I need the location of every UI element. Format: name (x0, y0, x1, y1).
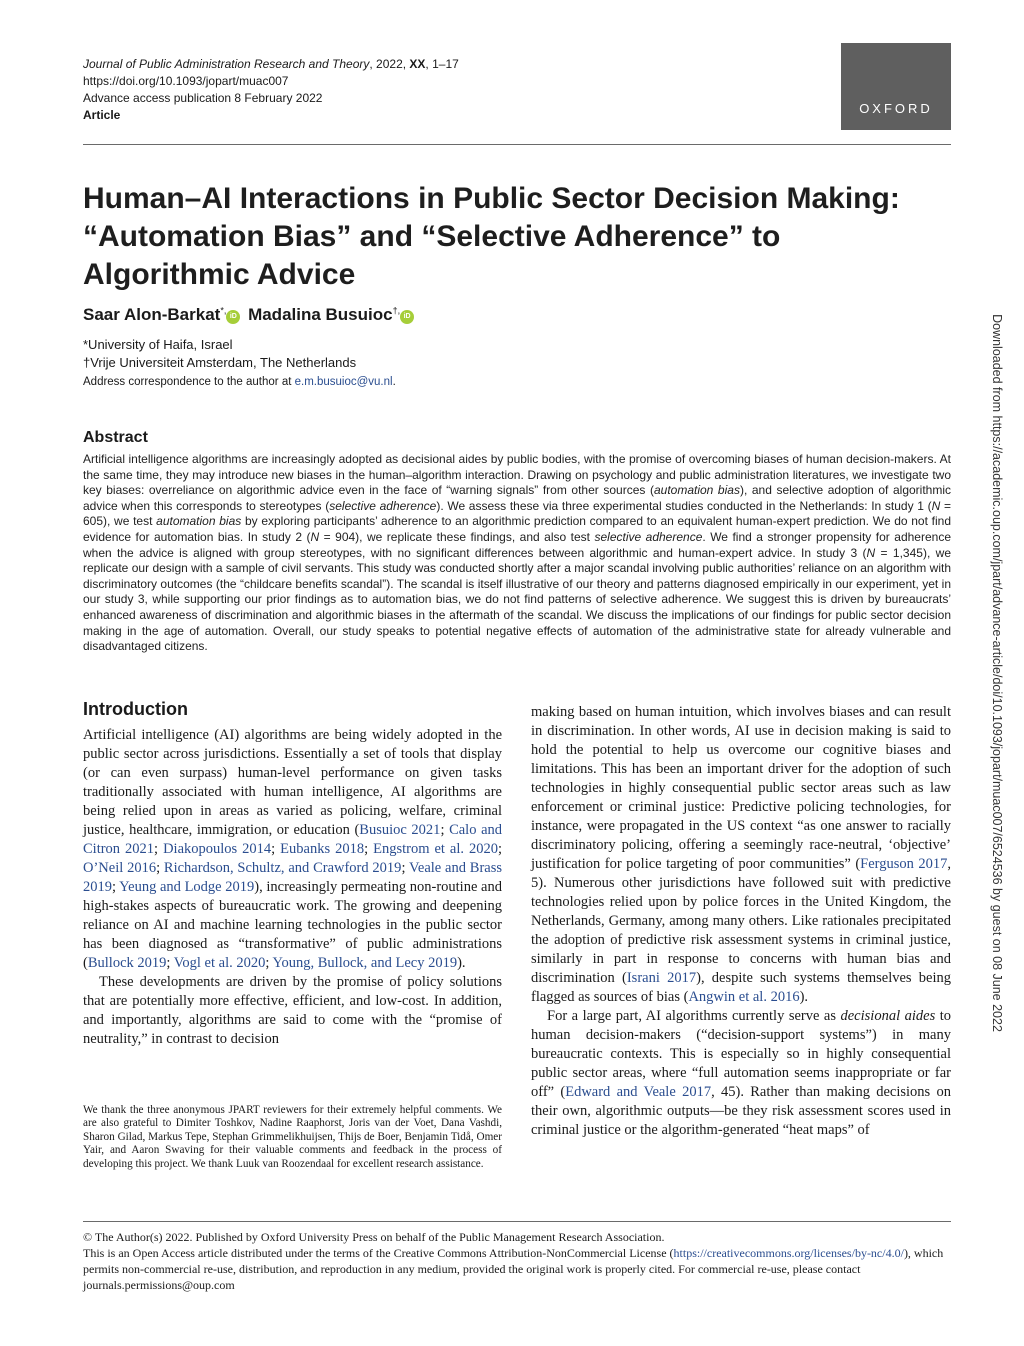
abstract-text-segment: by exploring participants’ adherence to an algorithmic prediction compared to an equivalent human-expert prediction. We do not find evidence for automation bias. In study 2 ( (83, 514, 951, 544)
right-column (531, 703, 951, 1140)
body-text: ; (112, 879, 120, 895)
body-text: , 45). Rather than making decisions on their own, algorithmic outputs—be they risk assessment scores used in criminal justice or the algorithm-generated “heat maps” of (531, 1084, 952, 1138)
body-text: ), despite such systems themselves being flagged as sources of bias ( (531, 970, 952, 1005)
correspondence-prefix: Address correspondence to the author at (83, 376, 295, 388)
body-text: ; (156, 860, 164, 876)
citation-link[interactable]: Israni 2017 (626, 970, 697, 986)
header-divider (83, 144, 951, 145)
license-text: This is an Open Access article distributed under the terms of the Creative Commons Attribution-NonCommercial License ( (83, 1246, 674, 1260)
correspondence-line (83, 376, 396, 388)
abstract-term: N (310, 529, 320, 544)
citation-link[interactable]: Vogl et al. 2020 (173, 955, 266, 971)
journal-year: , 2022, (369, 57, 410, 71)
citation-link[interactable]: Calo and Citron 2021 (83, 822, 503, 857)
intro-paragraph (531, 703, 951, 1007)
body-text: ; (364, 841, 374, 857)
abstract-term: automation bias (156, 514, 242, 529)
body-text: making based on human intuition, which involves biases and can result in discrimination. In other words, AI use in decision making is said to hold the potential to help us overcome our cognitive biases and limitations. This has been an important driver for the adoption of such technologies in highly consequential public sector areas such as law enforcement or criminal justice: Predictive policing technologies, for instance, were propagated in the US context “as one answer to racially discriminatory policing, offering a seemingly race-neutral, ‘objective’ justification for police targeting of poor communities” ( (531, 704, 951, 872)
license-text: ), which permits non-commercial re-use, distribution, and reproduction in any medium, provided the original work is properly cited. For commercial re-use, please contact journals.permissions@oup.com (83, 1246, 944, 1292)
body-text: , 5). Numerous other jurisdictions have followed suit with predictive technologies relied upon by police forces in the United Kingdom, the Netherlands, Germany, among many others. Like rationales precipitated the adoption of predictive risk assessment systems in criminal justice, similarly in part in response to concerns with human bias and discrimination ( (531, 856, 952, 986)
license-link[interactable]: https://creativecommons.org/licenses/by-nc/4.0/ (673, 1246, 904, 1260)
oxford-logo[interactable] (841, 43, 951, 130)
citation-link[interactable]: Engstrom et al. 2020 (373, 841, 498, 857)
body-text: ; (166, 955, 174, 971)
body-text: ). (799, 989, 809, 1005)
body-text: For a large part, AI algorithms currently serve as (547, 1008, 841, 1024)
emphasis-text: decisional aides (840, 1008, 936, 1024)
oxford-logo-text: OXFORD (859, 101, 933, 116)
citation-link[interactable]: Richardson, Schultz, and Crawford 2019 (163, 860, 402, 876)
affiliations (83, 336, 356, 372)
journal-name: Journal of Public Administration Research and Theory (83, 57, 370, 71)
body-text: ; (154, 841, 164, 857)
advance-access-date: Advance access publication 8 February 2022 (83, 91, 323, 105)
body-text: ; (498, 841, 503, 857)
body-text: to human decision-makers (“decision-support systems”) in many bureaucratic contexts. This is especially so in highly consequential public sector areas, where “full automation seems inappropriate or far off” ( (531, 1008, 951, 1100)
author-name[interactable]: Madalina Busuioc (248, 305, 393, 324)
abstract-term: automation bias (653, 483, 740, 498)
citation-link[interactable]: Ferguson 2017 (860, 856, 948, 872)
copyright-line: © The Author(s) 2022. Published by Oxford University Press on behalf of the Public Management Research Association. (83, 1230, 665, 1244)
intro-paragraph (83, 726, 502, 973)
abstract-text-segment: ). We assess these via three experimental studies conducted in the Netherlands: In study 1 ( (436, 498, 932, 513)
citation-link[interactable]: Yeung and Lodge 2019 (119, 879, 255, 895)
citation-link[interactable]: O’Neil 2016 (83, 860, 157, 876)
abstract-term: selective adherence (329, 498, 437, 513)
abstract-text-segment: . We find a stronger propensity for adherence when the advice is aligned with group stereotypes, with no significant differences between algorithmic and human-expert advice. In study 3 ( (83, 529, 951, 560)
abstract-text-segment: ), and selective adoption of algorithmic advice when this corresponds to stereotypes ( (83, 483, 951, 513)
journal-volume: XX (409, 57, 426, 71)
citation-link[interactable]: Young, Bullock, and Lecy 2019 (272, 955, 458, 971)
body-text: ; (440, 822, 450, 838)
body-text: ; (401, 860, 410, 876)
introduction-heading: Introduction (83, 699, 188, 719)
body-text: ). (457, 955, 466, 971)
citation-link[interactable]: Busuioc 2021 (359, 822, 441, 838)
footer-divider (83, 1221, 951, 1222)
orcid-icon[interactable]: iD (400, 310, 414, 324)
body-text: ; (265, 955, 273, 971)
doi-link[interactable]: https://doi.org/10.1093/jopart/muac007 (83, 74, 289, 88)
body-text: Artificial intelligence (AI) algorithms are being widely adopted in the public sector across jurisdictions. Essentially a set of tools that display (or can even surpass) human-level performance on given tasks traditionally associated with human intelligence, AI algorithms are being relied upon in areas as varied as policing, welfare, criminal justice, healthcare, immigration, or education ( (83, 727, 502, 838)
left-column (83, 726, 502, 1049)
author-marker: †, (392, 305, 401, 316)
abstract-text-segment: = 1,345), we replicate our design with a sample of civil servants. This study was conducted shortly after a major scandal involving public authorities’ reliance on an algorithm with discriminatory outcomes (the “childcare benefits scandal”). The scandal is itself illustrative of our theory and patterns diagnosed empirically in our experiment, yet in our study 3, while supporting our prior findings as to automation bias, we do not find patterns of selective adherence. We suggest this is driven by bureaucrats’ enhanced awareness of discrimination and algorithmic biases in the aftermath of the scandal. We discuss the implications of our findings for public sector decision making in the age of automation. Overall, our study speaks to potential negative effects of automation of the administrative state for already vulnerable and disadvantaged citizens. (83, 545, 951, 654)
abstract-text-segment: Artificial intelligence algorithms are increasingly adopted as decisional aides by public bodies, with the promise of overcoming biases of human decision-makers. At the same time, they may introduce new biases in the human–algorithm interaction. Drawing on psychology and public administration literatures, we investigate two key biases: overreliance on algorithmic advice even in the face of “warning signals” from other sources ( (83, 452, 951, 498)
copyright-notice (83, 1229, 951, 1293)
author-list (83, 305, 417, 325)
abstract-term: selective adherence (594, 529, 703, 544)
intro-paragraph: These developments are driven by the promise of policy solutions that are potentially more effective, efficient, and low-cost. In addition, and importantly, algorithms are said to come with the “promise of neutrality,” in contrast to decision (83, 974, 502, 1047)
acknowledgement-footnote: We thank the three anonymous JPART reviewers for their extremely helpful comments. We are also grateful to Dimiter Toshkov, Nadine Raaphorst, Joris van der Voet, Dana Vashdi, Sharon Gilad, Markus Tepe, Stephan Grimmelikhuijsen, Thijs de Boer, Benjamin Tidå, Omer Yair, and Aaron Swaving for their valuable comments and feedback in the process of developing this project. We thank Luuk van Roozendaal for excellent research assistance. (83, 1104, 502, 1170)
citation-link[interactable]: Veale and Brass 2019 (83, 860, 502, 895)
journal-header (83, 56, 459, 124)
abstract-body (83, 452, 951, 655)
journal-citation (83, 56, 459, 73)
download-watermark: Downloaded from https://academic.oup.com/jpart/advance-article/doi/10.1093/jopart/muac007/6524536 by guest on 08 June 2022 (990, 314, 1004, 1032)
citation-link[interactable]: Bullock 2019 (87, 955, 167, 971)
citation-link[interactable]: Edward and Veale 2017 (565, 1084, 712, 1100)
affiliation: †Vrije Universiteit Amsterdam, The Netherlands (83, 355, 357, 370)
abstract-term: N (931, 498, 941, 513)
orcid-icon[interactable]: iD (226, 310, 240, 324)
abstract-heading: Abstract (83, 429, 148, 446)
author-marker: *, (220, 305, 227, 316)
abstract-text-segment: = 605), we test (83, 498, 952, 529)
correspondence-suffix: . (392, 376, 396, 388)
correspondence-email-link[interactable]: e.m.busuioc@vu.nl (294, 376, 393, 388)
journal-pages: , 1–17 (425, 57, 459, 71)
citation-link[interactable]: Diakopoulos 2014 (163, 841, 272, 857)
affiliation: *University of Haifa, Israel (83, 337, 233, 352)
author-name[interactable]: Saar Alon-Barkat (83, 305, 221, 324)
abstract-text-segment: = 904), we replicate these findings, and also test (319, 529, 595, 544)
intro-paragraph (531, 1007, 951, 1140)
body-text: ; (271, 841, 281, 857)
citation-link[interactable]: Eubanks 2018 (280, 841, 365, 857)
abstract-term: N (866, 545, 876, 560)
body-text: ), increasingly permeating non-routine and high-stakes aspects of bureaucratic work. The growing and deepening reliance on AI and machine learning technologies in the public sector has been diagnosed as “transformative” of public administrations ( (83, 879, 502, 971)
paper-title: Human–AI Interactions in Public Sector Decision Making: “Automation Bias” and “Selective Adherence” to Algorithmic Advice (83, 182, 900, 291)
article-type: Article (83, 108, 121, 122)
citation-link[interactable]: Angwin et al. 2016 (688, 989, 800, 1005)
